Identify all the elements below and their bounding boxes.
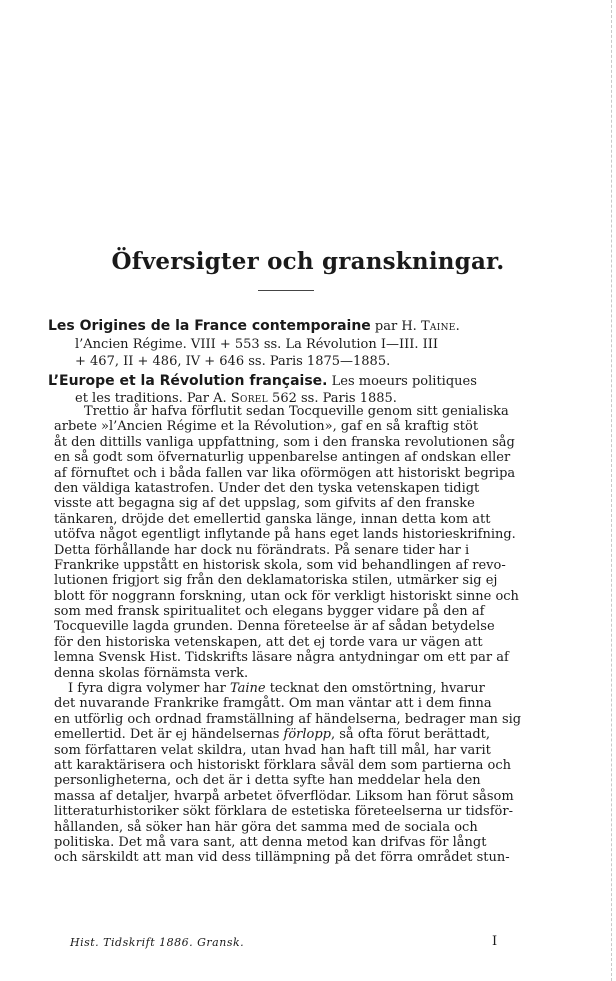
body-text-run: , så ofta förut berättadt, [331,727,491,743]
body-line: Detta förhållande har dock nu förändrats. På senare tider har i [54,542,470,558]
body-line: och särskildt att man vid dess tillämpning på det förra området stun- [54,850,510,866]
reference-author: Sorel [230,391,268,406]
reference-text: Les moeurs politiques [327,373,477,389]
footer-running-title: Hist. Tidskrift 1886. Gransk. [70,936,245,949]
body-line: tänkaren, dröjde det emellertid ganska länge, innan detta kom att [54,511,491,527]
reference-line [48,373,606,391]
body-line: för den historiska vetenskapen, att det ej torde vara ur vägen att [54,634,483,650]
body-line: utöfva något egentligt inflytande på hans eget lands historieskrifning. [54,527,516,543]
reference-entry [48,373,606,408]
reference-author: Taine [420,319,456,334]
body-line: Frankrike uppstått en historisk skola, som vid behandlingen af revo- [54,557,506,573]
reference-text: et les traditions. Par A. [75,391,231,406]
body-text-run: I fyra digra volymer har [68,681,230,697]
body-line: hållanden, så söker han här göra det samma med de sociala och [54,819,478,835]
body-text-run: tecknat den omstörtning, hvarur [265,681,485,697]
reference-text: 562 ss. Paris 1885. [267,391,397,406]
body-line: blott för noggrann forskning, utan ock för verkligt historiskt sinne och [54,588,519,604]
body-line: lutionen frigjort sig från den deklamatoriska stilen, utmärker sig ej [54,573,498,589]
body-line [54,681,606,696]
body-line: som med fransk spiritualitet och elegans bygger vidare på den af [54,604,485,620]
body-line: en utförlig och ordnad framställning af händelserna, bedrager man sig [54,711,522,727]
body-line: Tocqueville lagda grunden. Denna företeelse är af sådan betydelse [54,619,495,635]
page-edge-line [611,0,612,981]
body-italic-run: Taine [229,681,266,697]
reference-line: l’Ancien Régime. VIII + 553 ss. La Révolution I—III. III [75,336,439,352]
reference-list [48,318,606,410]
body-line: lemna Svensk Hist. Tidskrifts läsare några antydningar om ett par af [54,650,509,666]
body-line: arbete »l’Ancien Régime et la Révolution», gaf en så kraftig stöt [54,419,479,435]
body-text [54,404,606,866]
body-line: det nuvarande Frankrike framgått. Om man väntar att i dem finna [54,696,492,712]
body-line: politiska. Det må vara sant, att denna metod kan drifvas för långt [54,834,487,850]
body-line: den väldiga katastrofen. Under det den tyska vetenskapen tidigt [54,480,480,496]
body-line [54,727,606,742]
body-line: visste att begagna sig af det uppslag, som gifvits af den franske [54,496,475,512]
reference-title: Les Origines de la France contemporaine [48,318,371,334]
body-line: åt den dittills vanliga uppfattning, som i den franska revolutionen såg [54,434,515,450]
body-line: denna skolas förnämsta verk. [54,665,249,681]
section-title: Öfversigter och granskningar. [111,248,505,275]
reference-text: . [455,319,460,334]
reference-entry [48,318,606,371]
body-line: som författaren velat skildra, utan hvad han haft till mål, har varit [54,742,491,758]
body-line: massa af detaljer, hvarpå arbetet öfverflödar. Liksom han förut såsom [54,788,514,804]
signature-mark: I [492,934,498,949]
reference-line: + 467, II + 486, IV + 646 ss. Paris 1875—1885. [75,354,391,369]
body-line: Trettio år hafva förflutit sedan Tocqueville genom sitt genialiska [84,404,509,419]
reference-line [48,318,606,336]
body-italic-run: förlopp [283,727,331,743]
body-line: af förnuftet och i båda fallen var lika oförmögen att historiskt begripa [54,465,516,481]
title-rule [258,290,314,291]
body-line: att karaktärisera och historiskt förklara såväl dem som partierna och [54,757,512,773]
body-line: litteraturhistoriker sökt förklara de estetiska företeelserna ur tidsför- [54,804,513,820]
reference-text: par H. [370,319,421,334]
body-line: en så godt som öfvernaturlig uppenbarelse antingen af ondskan eller [54,450,511,466]
body-text-run: emellertid. Det är ej händelsernas [54,727,284,743]
reference-title: L’Europe et la Révolution française. [48,372,328,389]
body-line: personligheterna, och det är i detta syfte han meddelar hela den [54,773,481,789]
